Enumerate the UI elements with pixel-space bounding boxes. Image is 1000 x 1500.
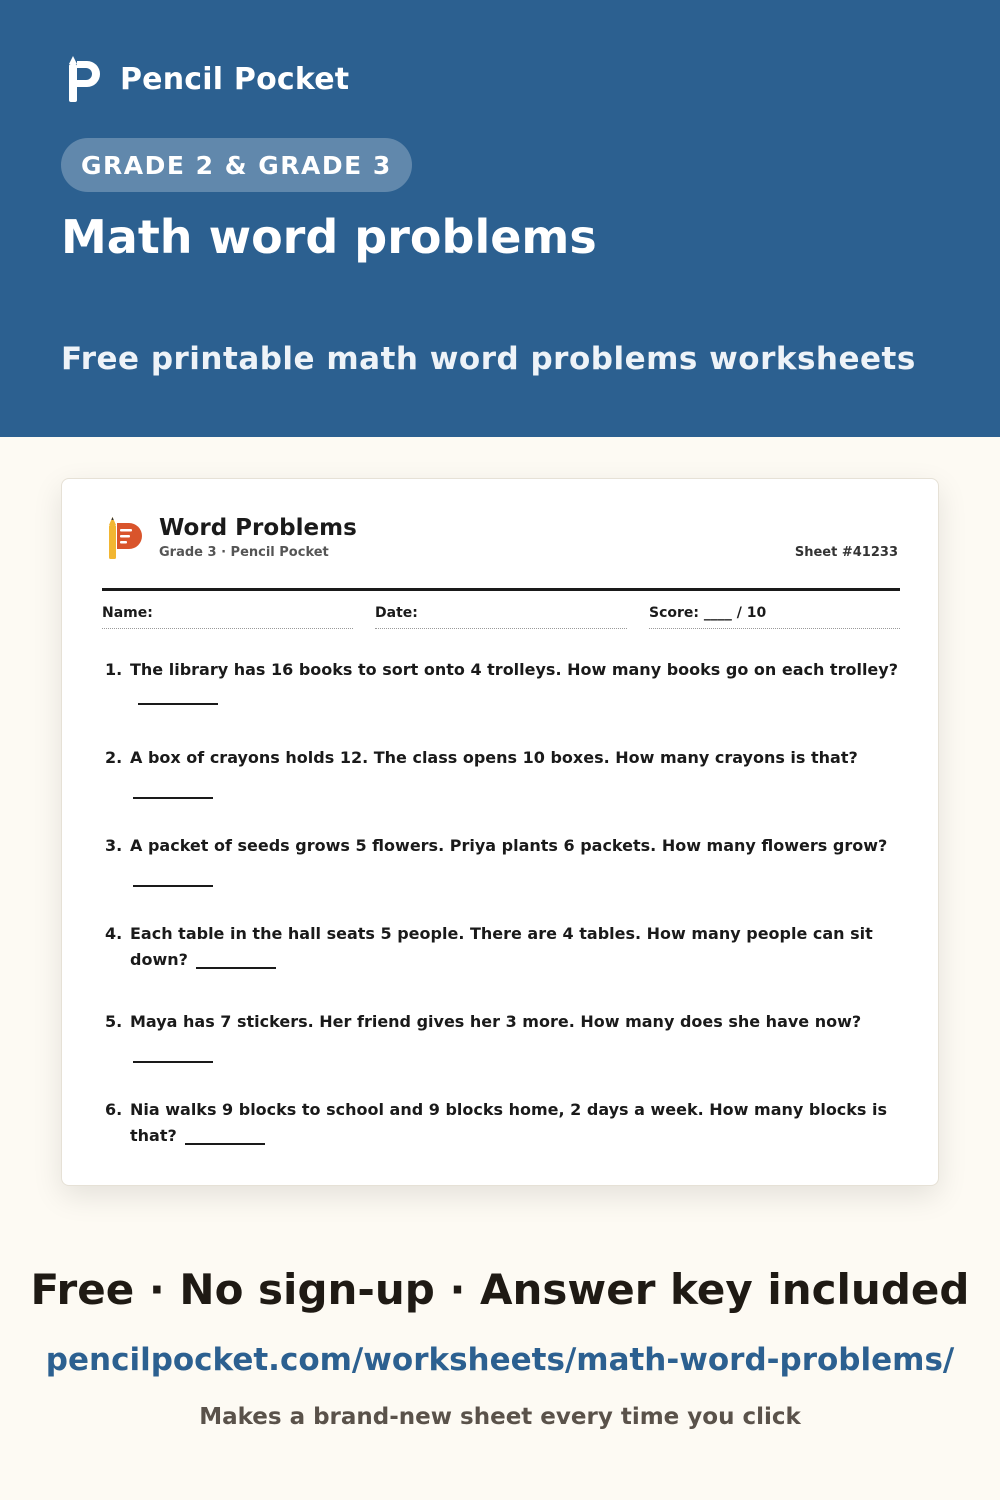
problem-number: 3.	[105, 836, 123, 855]
name-field: Name:	[102, 605, 353, 629]
answer-blank	[133, 785, 213, 799]
problem-number: 5.	[105, 1012, 123, 1031]
hero-banner	[0, 0, 1000, 437]
header-divider	[102, 588, 900, 591]
worksheet-logo-icon	[108, 515, 144, 559]
problem-number: 6.	[105, 1100, 123, 1119]
problem-text: A box of crayons holds 12. The class opens 10 boxes. How many crayons is that?	[130, 748, 858, 767]
problem-number: 4.	[105, 924, 123, 943]
problem-text: Nia walks 9 blocks to school and 9 blocks home, 2 days a week. How many blocks is that?	[130, 1100, 888, 1145]
worksheet-meta: Grade 3 · Pencil Pocket	[159, 545, 329, 560]
answer-blank	[196, 955, 276, 969]
date-field: Date:	[375, 605, 627, 629]
feature-tagline: Free · No sign-up · Answer key included	[30, 1265, 970, 1314]
problem-item	[102, 833, 900, 921]
page-subtitle: Free printable math word problems worksheets	[61, 341, 916, 377]
worksheet-title: Word Problems	[159, 515, 357, 541]
problem-number: 1.	[105, 660, 123, 679]
problem-list	[102, 657, 900, 1185]
problem-text: The library has 16 books to sort onto 4 trolleys. How many books go on each trolley?	[130, 660, 898, 679]
problem-number: 2.	[105, 748, 123, 767]
brand-name: Pencil Pocket	[120, 61, 350, 97]
answer-blank	[138, 691, 218, 705]
grade-badge: GRADE 2 & GRADE 3	[61, 138, 412, 192]
problem-item	[102, 921, 900, 1009]
problem-item	[102, 1097, 900, 1185]
sheet-number: Sheet #41233	[794, 545, 898, 560]
problem-item	[102, 657, 900, 745]
brand[interactable]	[66, 56, 349, 102]
problem-text: Maya has 7 stickers. Her friend gives her 3 more. How many does she have now?	[130, 1012, 862, 1031]
answer-blank	[133, 873, 213, 887]
footer-note: Makes a brand-new sheet every time you click	[199, 1404, 801, 1430]
worksheet-url-link[interactable]: pencilpocket.com/worksheets/math-word-problems/	[45, 1342, 955, 1378]
answer-blank	[185, 1131, 265, 1145]
answer-blank	[133, 1049, 213, 1063]
pencil-pocket-logo-icon	[66, 56, 102, 102]
worksheet-preview[interactable]	[61, 478, 939, 1186]
problem-text: A packet of seeds grows 5 flowers. Priya plants 6 packets. How many flowers grow?	[130, 836, 888, 855]
problem-item	[102, 1009, 900, 1097]
problem-item	[102, 745, 900, 833]
problem-text: Each table in the hall seats 5 people. There are 4 tables. How many people can sit down?	[130, 924, 873, 969]
score-field: Score: ____ / 10	[649, 605, 900, 629]
page-title: Math word problems	[61, 210, 597, 264]
